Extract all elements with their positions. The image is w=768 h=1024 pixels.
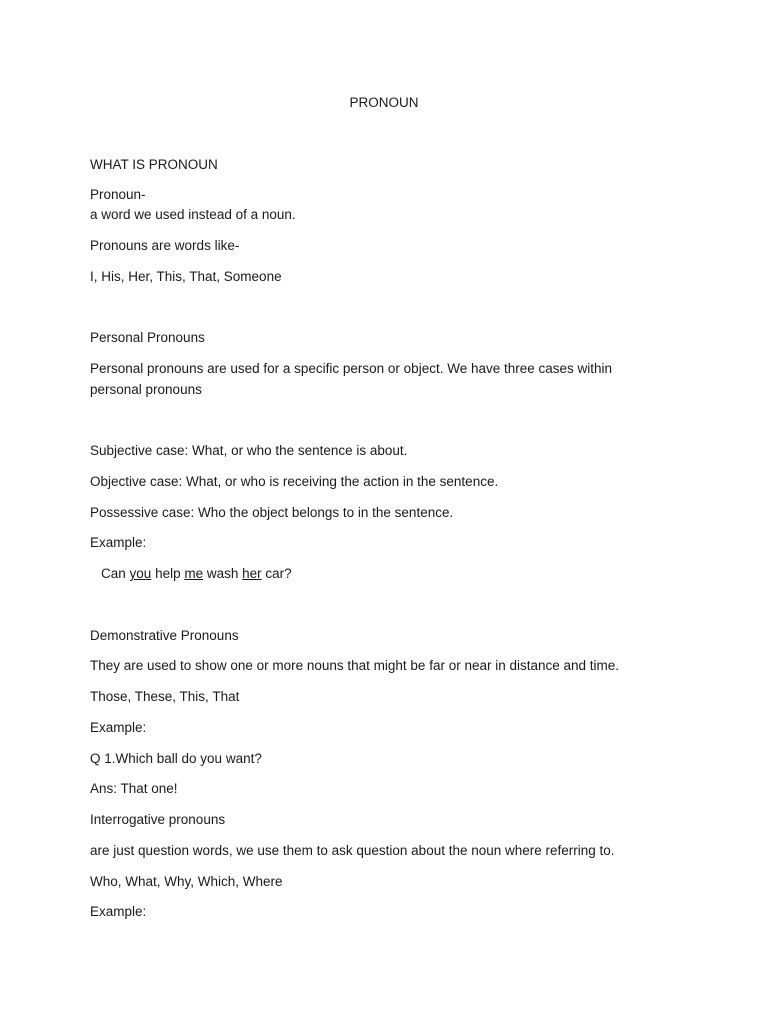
interrogative-list: Who, What, Why, Which, Where [90, 874, 283, 889]
demonstrative-pronouns-heading: Demonstrative Pronouns [90, 628, 239, 643]
example-label-3: Example: [90, 904, 147, 919]
possessive-case: Possessive case: Who the object belongs to in the sentence. [90, 505, 454, 520]
personal-pronouns-heading: Personal Pronouns [90, 330, 205, 345]
what-is-heading: WHAT IS PRONOUN [90, 157, 218, 172]
example-label-2: Example: [90, 720, 147, 735]
demonstrative-description: They are used to show one or more nouns that might be far or near in distance and time. [90, 658, 620, 673]
underlined-pronoun-her: her [242, 566, 262, 581]
interrogative-pronouns-heading: Interrogative pronouns [90, 812, 226, 827]
pronoun-label: Pronoun- [90, 187, 146, 202]
underlined-pronoun-me: me [184, 566, 204, 581]
sentence-part: car? [261, 566, 292, 581]
sentence-part: Can [101, 566, 130, 581]
demonstrative-list: Those, These, This, That [90, 689, 240, 704]
example-question: Q 1.Which ball do you want? [90, 751, 262, 766]
pronoun-definition: a word we used instead of a noun. [90, 207, 296, 222]
example-label-1: Example: [90, 535, 147, 550]
personal-description-line-2: personal pronouns [90, 382, 202, 397]
pronoun-words-list: I, His, Her, This, That, Someone [90, 269, 282, 284]
underlined-pronoun-you: you [129, 566, 152, 581]
sentence-part: help [151, 566, 185, 581]
example-answer: Ans: That one! [90, 781, 178, 796]
example-sentence [101, 564, 292, 584]
sentence-part: wash [203, 566, 243, 581]
objective-case: Objective case: What, or who is receiving the action in the sentence. [90, 474, 499, 489]
interrogative-description: are just question words, we use them to ask question about the noun where referring to. [90, 843, 615, 858]
subjective-case: Subjective case: What, or who the sentence is about. [90, 443, 408, 458]
document-title: PRONOUN [349, 95, 419, 110]
words-like-text: Pronouns are words like- [90, 238, 240, 253]
personal-description-line-1: Personal pronouns are used for a specific person or object. We have three cases within [90, 361, 613, 376]
